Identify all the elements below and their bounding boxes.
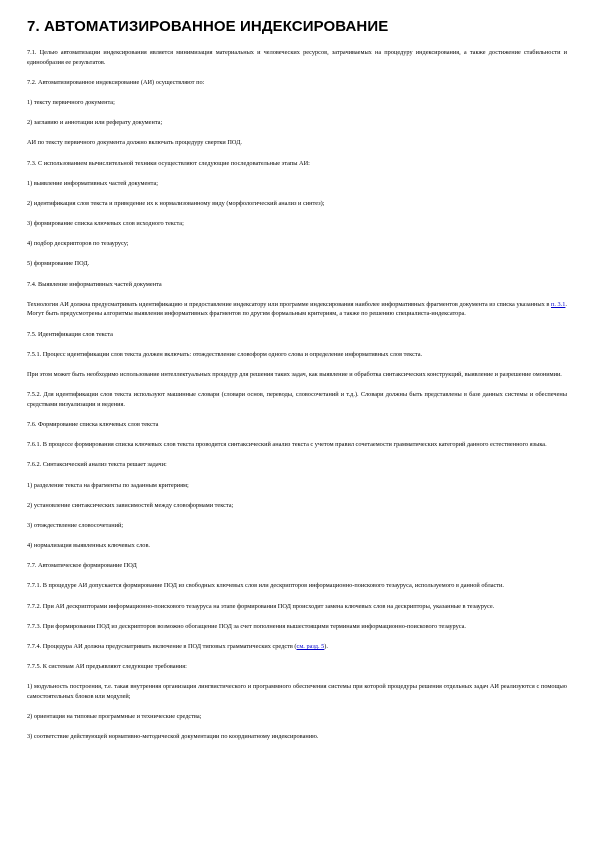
paragraph-text: 2) идентификация слов текста и приведение их к нормализованному виду (морфологический анализ и синтез); [27, 199, 325, 207]
paragraph [27, 460, 567, 470]
paragraph [27, 280, 567, 290]
paragraph-text: 7.7.4. Процедура АИ должна предусматривать включение в ПОД типовых грамматических средств ( [27, 643, 297, 651]
paragraph [27, 420, 567, 430]
paragraph [27, 390, 567, 409]
paragraph-text: 1) выявление информативных частей документа; [27, 179, 159, 187]
paragraph-text: При этом может быть необходимо использование интеллектуальных процедур для решения таких задач, как выявление и обработка синтаксических конструкций, выявление и разрешение омонимии. [27, 371, 562, 378]
paragraph [27, 561, 567, 571]
paragraph-text: АИ по тексту первичного документа должно включать процедуру свертки ПОД. [27, 139, 242, 147]
paragraph [27, 78, 567, 88]
paragraph-text: 7.7.5. К системам АИ предъявляют следующие требования: [27, 663, 187, 671]
paragraph [27, 159, 567, 169]
paragraph [27, 712, 567, 722]
page-title: 7. АВТОМАТИЗИРОВАННОЕ ИНДЕКСИРОВАНИЕ [27, 18, 389, 35]
paragraph-text: 1) модульность построения, т.е. такая внутренняя организация лингвистического и программного обеспечения системы при которой процедуры решения отдельных задач АИ реализуются с помощью самостоятельных блоков или модулей; [27, 683, 567, 700]
paragraph [27, 521, 567, 531]
paragraph [27, 219, 567, 229]
paragraph [27, 642, 567, 652]
paragraph-text: 7.6. Формирование списка ключевых слов текста [27, 420, 159, 428]
paragraph [27, 138, 567, 148]
paragraph [27, 370, 567, 380]
paragraph-text: 7.3. С использованием вычислительной техники осуществляют следующие последовательные этапы АИ: [27, 159, 310, 167]
paragraph-text: 1) разделение текста на фрагменты по заданным критериям; [27, 481, 189, 489]
paragraph [27, 602, 567, 612]
paragraph-text: 2) ориентация на типовые программные и технические средства; [27, 713, 202, 721]
paragraph [27, 330, 567, 340]
paragraph-text: 5) формирование ПОД. [27, 260, 90, 268]
paragraph-text: 7.5. Идентификация слов текста [27, 330, 113, 338]
paragraph-text: 3) формирование списка ключевых слов исходного текста; [27, 220, 184, 228]
paragraph-text: 7.5.2. Для идентификации слов текста используют машинные словари (словари основ, переводы, словосочетаний и т.д.). Словари должны быть представлены в базе данных системы и обеспечены средствами визуализации и ведения. [27, 391, 567, 408]
paragraph [27, 662, 567, 672]
paragraph-text: 7.4. Выявление информативных частей документа [27, 280, 162, 288]
paragraph [27, 300, 567, 319]
paragraph [27, 501, 567, 511]
paragraph-text: 3) соответствие действующей нормативно-методической документации по координатному индексированию. [27, 733, 319, 741]
paragraph [27, 48, 567, 67]
paragraph [27, 481, 567, 491]
paragraph-text: 2) установление синтаксических зависимостей между словоформами текста; [27, 501, 234, 509]
paragraph-text: 7.7.1. В процедуре АИ допускается формирование ПОД из свободных ключевых слов или дескрипторов информационно-поискового тезауруса, используемого в данной области. [27, 582, 505, 590]
paragraph-text: 4) нормализация выявленных ключевых слов. [27, 542, 150, 550]
paragraph [27, 199, 567, 209]
paragraph-text: 7.7. Автоматическое формирование ПОД [27, 562, 137, 570]
paragraph-text: . Могут быть предусмотрены алгоритмы выявления информативных фрагментов по другим формальным критериям, а также по решению специалиста-индексатора. [27, 300, 567, 318]
paragraph [27, 118, 567, 128]
document-page [27, 18, 567, 753]
paragraph-text: 4) подбор дескрипторов по тезаурусу; [27, 240, 129, 248]
paragraph [27, 732, 567, 742]
cross-reference-link[interactable]: п. 3.1 [550, 300, 566, 308]
paragraph-text: 2) заглавию и аннотации или реферату документа; [27, 119, 163, 127]
paragraph-text: 1) тексту первичного документа; [27, 98, 115, 106]
paragraph [27, 581, 567, 591]
paragraph-text: 7.1. Целью автоматизации индексирования является минимизация материальных и человеческих ресурсов, затрачиваемых на процедуру индексирования, а также достижение стабильности и единообразия ее результатов. [27, 49, 567, 66]
cross-reference-link[interactable]: см. разд. 5 [296, 643, 325, 651]
paragraph-text: 7.5.1. Процесс идентификации слов текста должен включать: отождествление словоформ одного слова и определение информативных слов текста. [27, 350, 423, 358]
paragraph [27, 541, 567, 551]
paragraph-text: 7.6.1. В процессе формирования списка ключевых слов текста проводится синтаксический анализ текста с учетом правил сочетаемости грамматических категорий данного естественного языка. [27, 441, 547, 449]
document-body [27, 48, 567, 742]
paragraph [27, 239, 567, 249]
paragraph-text: 7.7.3. При формировании ПОД из дескрипторов возможно обогащение ПОД за счет пополнения вышестоящими терминами информационно-поискового тезауруса. [27, 622, 466, 630]
paragraph-text: 7.2. Автоматизированное индексирование (АИ) осуществляют по: [27, 78, 205, 86]
paragraph [27, 259, 567, 269]
paragraph-text: 3) отождествление словосочетаний; [27, 521, 124, 529]
paragraph [27, 350, 567, 360]
paragraph-text: Технология АИ должна предусматривать идентификацию и предоставление индексатору или программе индексирования наиболее информативных фрагментов документа из списка указанных в [27, 300, 551, 308]
paragraph [27, 179, 567, 189]
paragraph-text: 7.7.2. При АИ дескрипторами информационно-поискового тезауруса на этапе формирования ПОД происходит замена ключевых слов на дескрипторы, указанные в тезаурусе. [27, 602, 495, 610]
paragraph-text: ). [324, 643, 328, 651]
paragraph [27, 440, 567, 450]
paragraph-text: 7.6.2. Синтаксический анализ текста решает задачи: [27, 461, 167, 469]
paragraph [27, 682, 567, 701]
paragraph [27, 622, 567, 632]
paragraph [27, 98, 567, 108]
